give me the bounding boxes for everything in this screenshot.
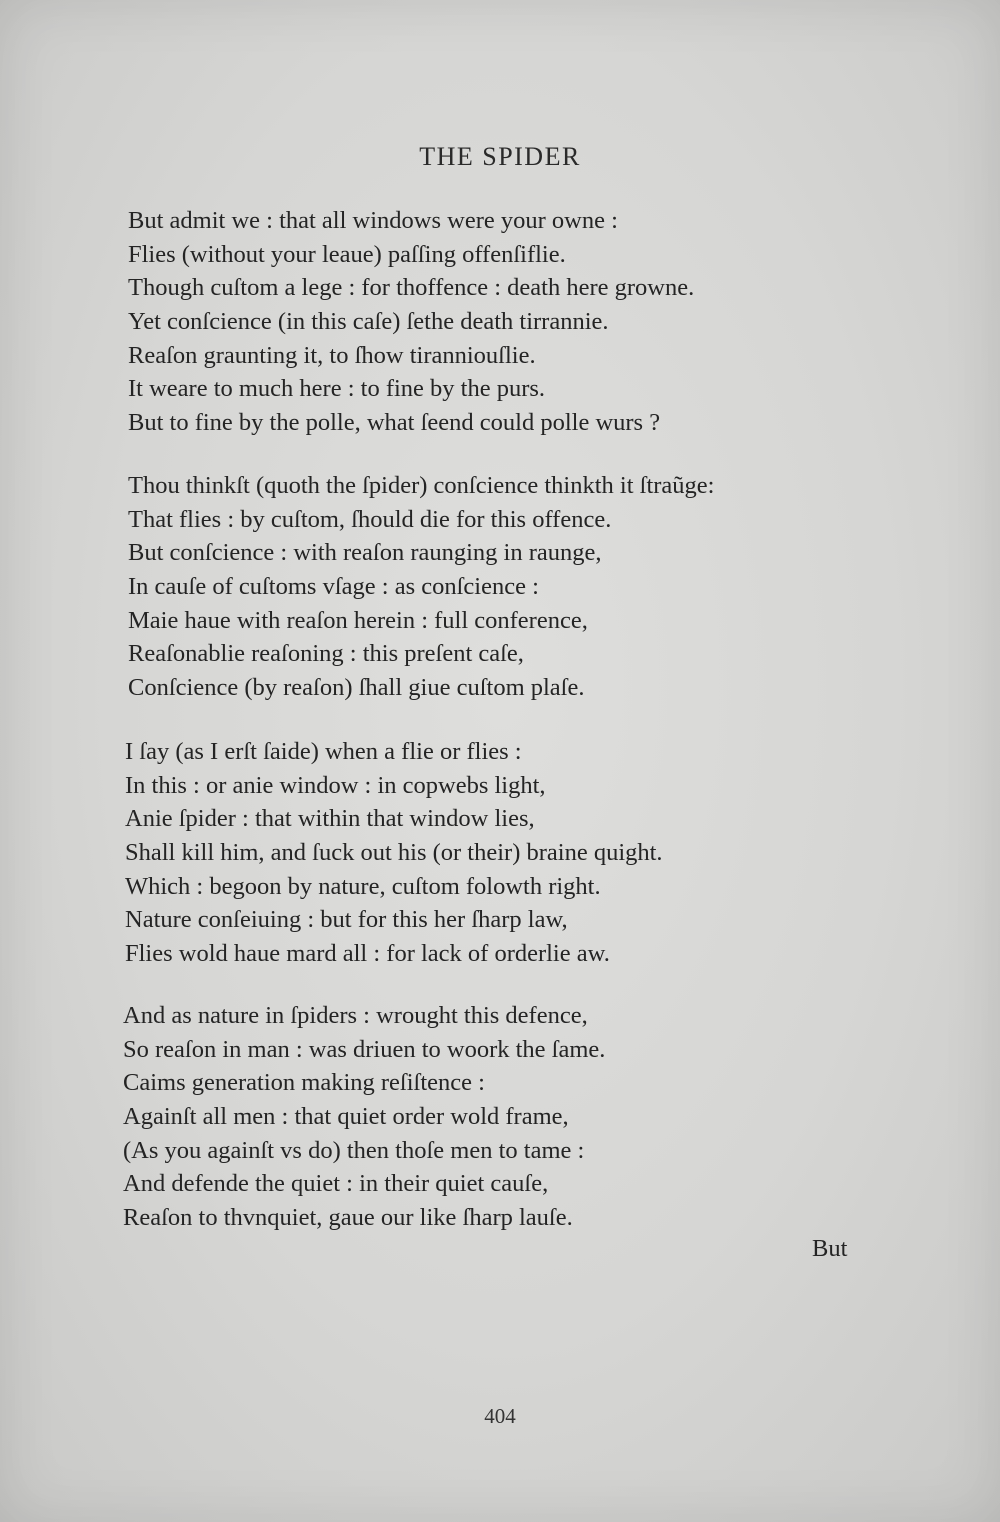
verse-line: Flies (without your leaue) paſſing offenſiflie. — [128, 240, 566, 268]
verse-line: Yet conſcience (in this caſe) ſethe death tirrannie. — [128, 308, 609, 336]
verse-line: In cauſe of cuſtoms vſage : as conſcience : — [128, 573, 539, 601]
verse-line: But admit we : that all windows were your owne : — [128, 207, 618, 234]
verse-line: But to fine by the polle, what ſeend could polle wurs ? — [128, 409, 661, 437]
verse-line: Thou thinkſt (quoth the ſpider) conſcience thinkth it ſtraũge: — [128, 472, 715, 499]
verse-line: (As you againſt vs do) then thoſe men to tame : — [123, 1136, 585, 1164]
stanza — [128, 204, 694, 440]
verse-line: Reaſon graunting it, to ſhow tirannіouſlie. — [128, 341, 536, 369]
verse-line: In this : or anie window : in copwebs light, — [125, 771, 546, 799]
verse-line: Nature conſeiuing : but for this her ſharp law, — [125, 906, 568, 934]
verse-line: Anie ſpider : that within that window lies, — [125, 805, 535, 833]
verse-line: Though cuſtom a lege : for thoffence : death here growne. — [128, 274, 695, 302]
verse-line: Flies wold haue mard all : for lack of orderlie aw. — [125, 940, 610, 968]
stanza — [123, 999, 605, 1235]
verse-line: And as nature in ſpiders : wrought this defence, — [123, 1002, 588, 1029]
verse-line: But conſcience : with reaſon raunging in raunge, — [128, 539, 602, 567]
stanza — [125, 735, 663, 971]
stanza — [128, 469, 715, 705]
catchword: But — [812, 1235, 848, 1262]
page-number: 404 — [484, 1404, 516, 1428]
verse-line: Caims generation making reſiſtence : — [123, 1069, 485, 1097]
verse-line: And defende the quiet : in their quiet cauſe, — [123, 1170, 549, 1198]
verse-line: Againſt all men : that quiet order wold frame, — [123, 1103, 569, 1131]
verse-line: So reaſon in man : was driuen to woork the ſame. — [123, 1035, 606, 1063]
verse-line: Conſcience (by reaſon) ſhall giue cuſtom plaſe. — [128, 674, 585, 702]
running-head: THE SPIDER — [419, 142, 581, 171]
verse-line: That flies : by cuſtom, ſhould die for this offence. — [128, 505, 612, 533]
verse-line: Reaſonablie reaſoning : this preſent caſe, — [128, 640, 524, 668]
verse-line: Reaſon to thvnquiet, gaue our like ſharp lauſe. — [123, 1204, 573, 1232]
verse-line: It weare to much here : to fine by the purs. — [128, 375, 546, 403]
verse-line: I ſay (as I erſt ſaide) when a flie or flies : — [125, 738, 522, 765]
verse-line: Which : begoon by nature, cuſtom folowth right. — [125, 872, 601, 900]
verse-line: Shall kill him, and ſuck out his (or their) braine quight. — [125, 839, 663, 867]
verse-line: Maie haue with reaſon herein : full conference, — [128, 606, 588, 634]
